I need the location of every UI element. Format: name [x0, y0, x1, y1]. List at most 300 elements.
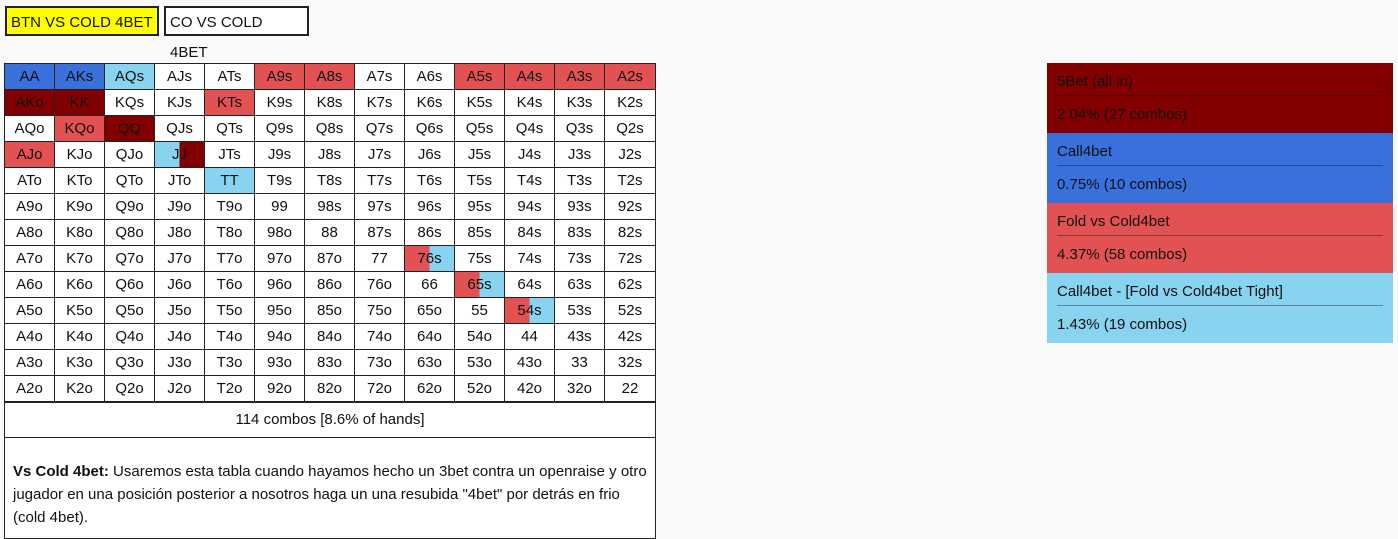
- hand-cell[interactable]: [5, 272, 55, 298]
- hand-cell[interactable]: [105, 350, 155, 376]
- hand-label: 97o: [266, 250, 293, 267]
- hand-cell[interactable]: [555, 90, 605, 116]
- hand-cell[interactable]: [555, 324, 605, 350]
- hand-label: K6o: [66, 276, 93, 293]
- hand-label: Q7o: [115, 250, 144, 267]
- hand-label: QJo: [115, 146, 144, 163]
- hand-cell[interactable]: [255, 272, 305, 298]
- hand-label: 55: [471, 302, 488, 319]
- hand-cell[interactable]: [505, 64, 555, 90]
- hand-cell[interactable]: [355, 64, 405, 90]
- hand-cell[interactable]: [55, 116, 105, 142]
- hand-cell[interactable]: [455, 64, 505, 90]
- hand-label: A9s: [266, 68, 293, 85]
- hand-cell[interactable]: [355, 220, 405, 246]
- hand-cell[interactable]: [455, 220, 505, 246]
- hand-label: 65s: [467, 276, 492, 293]
- hand-cell[interactable]: [255, 246, 305, 272]
- hand-label: 87o: [316, 250, 343, 267]
- hand-cell[interactable]: [455, 298, 505, 324]
- hand-cell[interactable]: [105, 246, 155, 272]
- hand-cell[interactable]: [555, 194, 605, 220]
- hand-cell[interactable]: [305, 142, 355, 168]
- hand-cell[interactable]: [605, 376, 655, 402]
- action-legend: [1047, 63, 1393, 343]
- hand-cell[interactable]: [5, 298, 55, 324]
- hand-cell[interactable]: [455, 376, 505, 402]
- hand-label: 74o: [366, 328, 393, 345]
- hand-label: A8s: [316, 68, 343, 85]
- hand-cell[interactable]: [605, 90, 655, 116]
- hand-cell[interactable]: [305, 298, 355, 324]
- hand-cell[interactable]: [355, 298, 405, 324]
- hand-label: J8s: [317, 146, 342, 163]
- hand-cell[interactable]: [455, 324, 505, 350]
- hand-cell[interactable]: [205, 116, 255, 142]
- hand-cell[interactable]: [155, 116, 205, 142]
- hand-label: J3o: [167, 354, 192, 371]
- hand-label: T8o: [216, 224, 243, 241]
- hand-label: K3o: [66, 354, 93, 371]
- hand-label: K4o: [66, 328, 93, 345]
- hand-label: Q9s: [265, 120, 294, 137]
- hand-cell[interactable]: [255, 64, 305, 90]
- hand-cell[interactable]: [5, 220, 55, 246]
- hand-label: 64o: [416, 328, 443, 345]
- combos-summary: 114 combos [8.6% of hands]: [5, 403, 655, 438]
- hand-cell[interactable]: [405, 220, 455, 246]
- hand-cell[interactable]: [455, 272, 505, 298]
- hand-label: J6s: [417, 146, 442, 163]
- hand-label: J9o: [167, 198, 192, 215]
- hand-cell[interactable]: [605, 220, 655, 246]
- tab-co-vs-cold-4bet[interactable]: CO VS COLD 4BET: [164, 6, 309, 36]
- hand-cell[interactable]: [505, 298, 555, 324]
- hand-cell[interactable]: [155, 64, 205, 90]
- hand-cell[interactable]: [205, 272, 255, 298]
- hand-label: 72o: [366, 380, 393, 397]
- hand-cell[interactable]: [5, 194, 55, 220]
- hand-cell[interactable]: [105, 142, 155, 168]
- hand-cell[interactable]: [405, 350, 455, 376]
- hand-cell[interactable]: [405, 376, 455, 402]
- description-text: Usaremos esta tabla cuando hayamos hecho un 3bet contra un openraise y otro jugador en una posición posterior a nosotros haga un una resubida "4bet" por detrás en frio (cold 4bet).: [13, 463, 647, 526]
- hand-cell[interactable]: [105, 168, 155, 194]
- hand-cell[interactable]: [305, 90, 355, 116]
- hand-label: 64s: [517, 276, 542, 293]
- hand-label: 52o: [466, 380, 493, 397]
- hand-label: 75s: [467, 250, 492, 267]
- hand-cell[interactable]: [605, 142, 655, 168]
- hand-label: ATs: [217, 68, 242, 85]
- hand-label: Q5s: [465, 120, 494, 137]
- hand-cell[interactable]: [305, 376, 355, 402]
- hand-cell[interactable]: [505, 350, 555, 376]
- hand-cell[interactable]: [255, 142, 305, 168]
- hand-label: AKs: [65, 68, 94, 85]
- hand-cell[interactable]: [355, 168, 405, 194]
- hand-label: 86s: [417, 224, 442, 241]
- hand-label: 82o: [316, 380, 343, 397]
- hand-cell[interactable]: [205, 376, 255, 402]
- hand-cell[interactable]: [505, 142, 555, 168]
- hand-cell[interactable]: [555, 116, 605, 142]
- tab-btn-vs-cold-4bet[interactable]: BTN VS COLD 4BET: [5, 6, 159, 36]
- hand-label: T9o: [216, 198, 243, 215]
- hand-label: K4s: [516, 94, 543, 111]
- hand-cell[interactable]: [355, 194, 405, 220]
- hand-cell[interactable]: [155, 142, 205, 168]
- hand-cell[interactable]: [255, 376, 305, 402]
- hand-label: K8o: [66, 224, 93, 241]
- hand-label: A2o: [16, 380, 43, 397]
- hand-label: 54s: [517, 302, 542, 319]
- range-description: [5, 438, 655, 538]
- hand-label: 33: [571, 354, 588, 371]
- hand-cell[interactable]: [555, 298, 605, 324]
- hand-cell[interactable]: [155, 194, 205, 220]
- hand-label: KJo: [66, 146, 93, 163]
- hand-cell[interactable]: [305, 272, 355, 298]
- hand-label: J9s: [267, 146, 292, 163]
- hand-cell[interactable]: [105, 194, 155, 220]
- hand-cell[interactable]: [555, 168, 605, 194]
- hand-label: 66: [421, 276, 438, 293]
- hand-cell[interactable]: [405, 90, 455, 116]
- hand-cell[interactable]: [455, 246, 505, 272]
- hand-cell[interactable]: [305, 64, 355, 90]
- hand-label: 65o: [416, 302, 443, 319]
- hand-cell[interactable]: [305, 220, 355, 246]
- hand-label: 98o: [266, 224, 293, 241]
- hand-cell[interactable]: [205, 64, 255, 90]
- hand-label: Q8s: [315, 120, 344, 137]
- hand-label: J2o: [167, 380, 192, 397]
- hand-cell[interactable]: [55, 90, 105, 116]
- hand-cell[interactable]: [55, 194, 105, 220]
- hand-cell[interactable]: [455, 90, 505, 116]
- hand-label: 62s: [617, 276, 643, 293]
- hand-cell[interactable]: [255, 90, 305, 116]
- hand-label: A3o: [16, 354, 43, 371]
- hand-cell[interactable]: [505, 324, 555, 350]
- hand-label: 93s: [567, 198, 592, 215]
- hand-label: T6o: [216, 276, 243, 293]
- hand-label: 86o: [316, 276, 343, 293]
- legend-action-value: 1.43% (19 combos): [1057, 316, 1188, 333]
- hand-label: J4s: [517, 146, 542, 163]
- hand-label: AA: [19, 68, 40, 85]
- hand-cell[interactable]: [5, 168, 55, 194]
- hand-cell[interactable]: [205, 194, 255, 220]
- hand-label: A7s: [366, 68, 393, 85]
- hand-cell[interactable]: [205, 324, 255, 350]
- hand-cell[interactable]: [305, 168, 355, 194]
- hand-cell[interactable]: [305, 246, 355, 272]
- hand-cell[interactable]: [5, 64, 55, 90]
- hand-label: Q8o: [115, 224, 144, 241]
- hand-label: 99: [271, 198, 288, 215]
- hand-cell[interactable]: [155, 298, 205, 324]
- hand-label: Q5o: [115, 302, 144, 319]
- hand-label: K9s: [266, 94, 293, 111]
- hand-cell[interactable]: [455, 194, 505, 220]
- hand-label: 43s: [567, 328, 592, 345]
- hand-label: QTs: [216, 120, 243, 137]
- hand-label: K2o: [66, 380, 93, 397]
- hand-cell[interactable]: [505, 376, 555, 402]
- hand-cell[interactable]: [405, 272, 455, 298]
- hand-label: 94s: [517, 198, 542, 215]
- hand-cell[interactable]: [505, 168, 555, 194]
- hand-label: 76s: [417, 250, 442, 267]
- hand-label: 52s: [617, 302, 643, 319]
- legend-action-value: 0.75% (10 combos): [1057, 176, 1188, 193]
- hand-cell[interactable]: [405, 298, 455, 324]
- hand-cell[interactable]: [205, 246, 255, 272]
- legend-item: [1047, 273, 1393, 343]
- hand-cell[interactable]: [405, 324, 455, 350]
- hand-label: Q3s: [565, 120, 594, 137]
- hand-cell[interactable]: [355, 142, 405, 168]
- hand-cell[interactable]: [605, 246, 655, 272]
- hand-cell[interactable]: [355, 90, 405, 116]
- hand-label: T9s: [266, 172, 292, 189]
- hand-label: A9o: [16, 198, 43, 215]
- hand-cell[interactable]: [405, 168, 455, 194]
- hand-label: 94o: [266, 328, 293, 345]
- hand-cell[interactable]: [505, 220, 555, 246]
- hand-label: 54o: [466, 328, 493, 345]
- hand-cell[interactable]: [555, 142, 605, 168]
- hand-cell[interactable]: [505, 246, 555, 272]
- hand-cell[interactable]: [355, 116, 405, 142]
- hand-label: K3s: [566, 94, 593, 111]
- hand-cell[interactable]: [355, 350, 405, 376]
- hand-cell[interactable]: [5, 142, 55, 168]
- hand-label: 95s: [467, 198, 492, 215]
- hand-cell[interactable]: [55, 64, 105, 90]
- hand-cell[interactable]: [605, 194, 655, 220]
- hand-label: 96o: [266, 276, 293, 293]
- hand-label: 92o: [266, 380, 293, 397]
- hand-label: AKo: [15, 94, 44, 111]
- hand-cell[interactable]: [105, 324, 155, 350]
- hand-cell[interactable]: [605, 168, 655, 194]
- hand-cell[interactable]: [305, 350, 355, 376]
- hand-cell[interactable]: [405, 246, 455, 272]
- hand-cell[interactable]: [405, 64, 455, 90]
- hand-label: J7o: [167, 250, 192, 267]
- hand-label: 85s: [467, 224, 492, 241]
- hand-label: 75o: [366, 302, 393, 319]
- hand-cell[interactable]: [105, 220, 155, 246]
- hand-cell[interactable]: [55, 220, 105, 246]
- hand-label: A7o: [16, 250, 43, 267]
- hand-cell[interactable]: [505, 90, 555, 116]
- hand-label: T5s: [466, 172, 492, 189]
- hand-cell[interactable]: [255, 298, 305, 324]
- hand-cell[interactable]: [405, 116, 455, 142]
- hand-cell[interactable]: [305, 116, 355, 142]
- hand-label: KQo: [64, 120, 95, 137]
- hand-label: A5s: [466, 68, 493, 85]
- hand-cell[interactable]: [255, 194, 305, 220]
- hand-cell[interactable]: [105, 64, 155, 90]
- hand-cell[interactable]: [555, 376, 605, 402]
- hand-label: J5s: [467, 146, 492, 163]
- hand-label: 95o: [266, 302, 293, 319]
- hand-cell[interactable]: [605, 116, 655, 142]
- hand-cell[interactable]: [205, 298, 255, 324]
- hand-cell[interactable]: [255, 116, 305, 142]
- hand-label: 82s: [617, 224, 643, 241]
- hand-cell[interactable]: [155, 272, 205, 298]
- legend-item: [1047, 203, 1393, 273]
- hand-label: 63o: [416, 354, 443, 371]
- hand-cell[interactable]: [605, 272, 655, 298]
- hand-label: T6s: [416, 172, 442, 189]
- hand-label: Q6o: [115, 276, 144, 293]
- hand-label: J7s: [367, 146, 392, 163]
- hand-cell[interactable]: [105, 116, 155, 142]
- hand-cell[interactable]: [55, 246, 105, 272]
- hand-cell[interactable]: [5, 376, 55, 402]
- hand-label: 42s: [617, 328, 643, 345]
- hand-label: 53o: [466, 354, 493, 371]
- hand-label: K8s: [316, 94, 343, 111]
- hand-label: 76o: [366, 276, 393, 293]
- range-panel: [4, 63, 656, 539]
- hand-label: 62o: [416, 380, 443, 397]
- hand-cell[interactable]: [5, 350, 55, 376]
- hand-label: KTs: [216, 94, 242, 111]
- legend-item: [1047, 133, 1393, 203]
- hand-cell[interactable]: [255, 324, 305, 350]
- hand-cell[interactable]: [305, 324, 355, 350]
- hand-cell[interactable]: [5, 116, 55, 142]
- hand-label: TT: [220, 172, 239, 189]
- hand-cell[interactable]: [355, 324, 405, 350]
- hand-label: J3s: [567, 146, 592, 163]
- hand-cell[interactable]: [55, 272, 105, 298]
- hand-cell[interactable]: [55, 142, 105, 168]
- hand-cell[interactable]: [455, 168, 505, 194]
- hand-cell[interactable]: [55, 298, 105, 324]
- hand-label: JTo: [167, 172, 192, 189]
- hand-label: T7s: [366, 172, 392, 189]
- hand-label: T4s: [516, 172, 542, 189]
- hand-cell[interactable]: [555, 220, 605, 246]
- hand-cell[interactable]: [355, 376, 405, 402]
- hand-cell[interactable]: [205, 350, 255, 376]
- hand-cell[interactable]: [205, 90, 255, 116]
- hand-label: 72s: [617, 250, 643, 267]
- hand-label: Q6s: [415, 120, 444, 137]
- hand-cell[interactable]: [555, 64, 605, 90]
- hand-cell[interactable]: [605, 64, 655, 90]
- hand-label: T7o: [216, 250, 243, 267]
- hand-cell[interactable]: [455, 350, 505, 376]
- hand-cell[interactable]: [155, 324, 205, 350]
- hand-label: KK: [69, 94, 90, 111]
- hand-cell[interactable]: [505, 194, 555, 220]
- hand-cell[interactable]: [305, 194, 355, 220]
- hand-cell[interactable]: [555, 350, 605, 376]
- hand-cell[interactable]: [5, 324, 55, 350]
- hand-cell[interactable]: [155, 168, 205, 194]
- hand-cell[interactable]: [405, 194, 455, 220]
- hand-cell[interactable]: [155, 90, 205, 116]
- hand-cell[interactable]: [55, 168, 105, 194]
- hand-cell[interactable]: [105, 376, 155, 402]
- hand-label: Q7s: [365, 120, 394, 137]
- hand-label: AQo: [14, 120, 45, 137]
- hand-cell[interactable]: [5, 246, 55, 272]
- hand-cell[interactable]: [455, 142, 505, 168]
- hand-label: 96s: [417, 198, 442, 215]
- hand-cell[interactable]: [105, 90, 155, 116]
- hand-cell[interactable]: [255, 350, 305, 376]
- hand-cell[interactable]: [155, 246, 205, 272]
- hand-label: 53s: [567, 302, 592, 319]
- hand-cell[interactable]: [55, 376, 105, 402]
- hand-cell[interactable]: [405, 142, 455, 168]
- hand-label: A3s: [566, 68, 593, 85]
- hand-cell[interactable]: [605, 350, 655, 376]
- hand-cell[interactable]: [255, 168, 305, 194]
- hand-cell[interactable]: [505, 272, 555, 298]
- hand-cell[interactable]: [55, 324, 105, 350]
- hand-label: T2s: [617, 172, 643, 189]
- hand-cell[interactable]: [155, 376, 205, 402]
- hand-label: T8s: [316, 172, 342, 189]
- hand-cell[interactable]: [605, 298, 655, 324]
- hand-label: K7o: [66, 250, 93, 267]
- hand-cell[interactable]: [155, 350, 205, 376]
- hand-cell[interactable]: [5, 90, 55, 116]
- hand-cell[interactable]: [105, 298, 155, 324]
- hand-label: J8o: [167, 224, 192, 241]
- hand-cell[interactable]: [455, 116, 505, 142]
- hand-label: ATo: [17, 172, 42, 189]
- hand-cell[interactable]: [355, 246, 405, 272]
- hand-cell[interactable]: [505, 116, 555, 142]
- hand-cell[interactable]: [105, 272, 155, 298]
- hand-label: QTo: [115, 172, 144, 189]
- hand-label: 84s: [517, 224, 542, 241]
- hand-label: T3o: [216, 354, 243, 371]
- hand-cell[interactable]: [255, 220, 305, 246]
- hand-label: 32s: [617, 354, 643, 371]
- hand-cell[interactable]: [55, 350, 105, 376]
- hand-label: QQ: [117, 120, 142, 137]
- legend-item: [1047, 63, 1393, 133]
- hand-cell[interactable]: [605, 324, 655, 350]
- hand-label: QJs: [166, 120, 193, 137]
- hand-label: 93o: [266, 354, 293, 371]
- hand-cell[interactable]: [155, 220, 205, 246]
- hand-label: 92s: [617, 198, 643, 215]
- hand-cell[interactable]: [355, 272, 405, 298]
- hand-cell[interactable]: [205, 168, 255, 194]
- hand-label: 73s: [567, 250, 592, 267]
- hand-cell[interactable]: [205, 142, 255, 168]
- hand-label: KQs: [114, 94, 145, 111]
- hand-cell[interactable]: [555, 246, 605, 272]
- hand-cell[interactable]: [555, 272, 605, 298]
- hand-cell[interactable]: [205, 220, 255, 246]
